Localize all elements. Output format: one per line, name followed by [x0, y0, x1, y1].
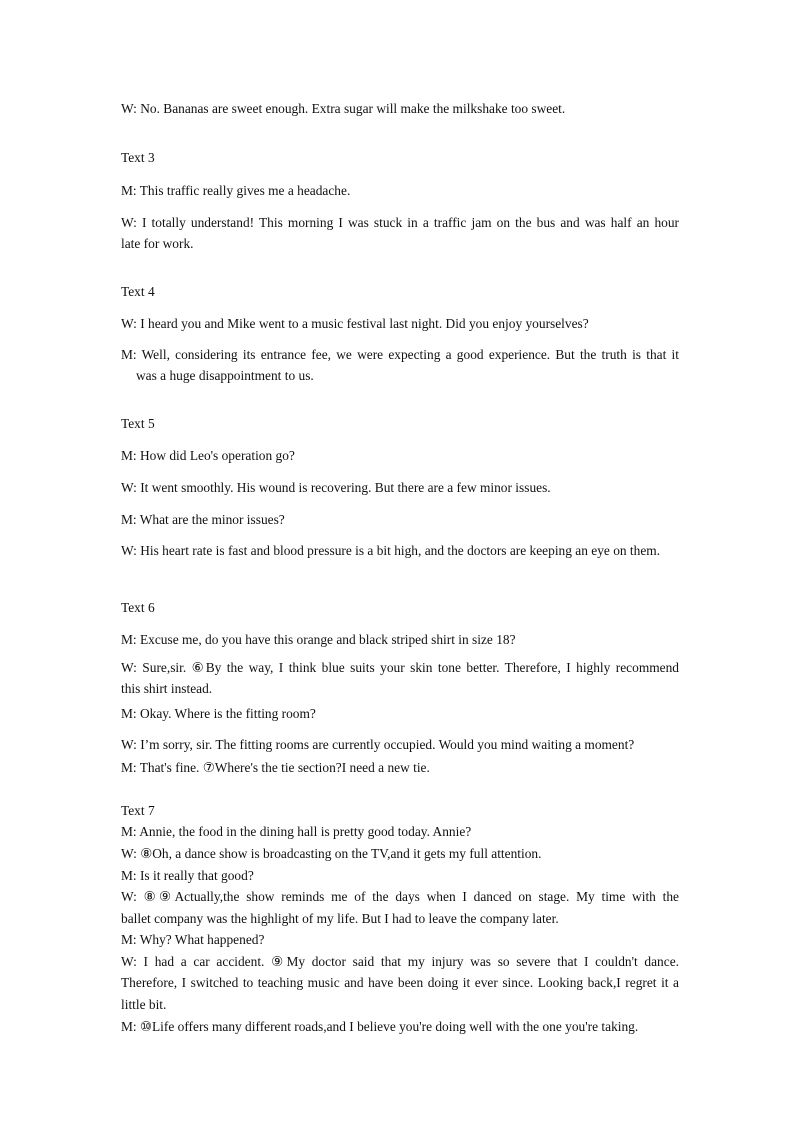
dialogue-line: W: His heart rate is fast and blood pressure is a bit high, and the doctors are keeping an eye on them.	[121, 543, 661, 558]
section-heading-text-7: Text 7	[121, 803, 155, 818]
section-heading-text-3: Text 3	[121, 150, 155, 165]
dialogue-line: M: How did Leo's operation go?	[121, 448, 295, 463]
dialogue-line: W: I had a car accident. ⑨My doctor said that my injury was so severe that I couldn't dance.	[121, 954, 679, 969]
dialogue-line: W: I totally understand! This morning I was stuck in a traffic jam on the bus and was half an hour	[121, 215, 679, 230]
dialogue-line: M: This traffic really gives me a headache.	[121, 183, 351, 198]
dialogue-line-continuation: this shirt instead.	[121, 681, 213, 696]
dialogue-line: W: ⑧⑨Actually,the show reminds me of the days when I danced on stage. My time with the	[121, 889, 679, 904]
dialogue-line: W: No. Bananas are sweet enough. Extra sugar will make the milkshake too sweet.	[121, 101, 566, 116]
dialogue-line-continuation: ballet company was the highlight of my life. But I had to leave the company later.	[121, 911, 559, 926]
dialogue-line: M: Is it really that good?	[121, 868, 254, 883]
dialogue-line-continuation: little bit.	[121, 997, 167, 1012]
dialogue-line: M: Annie, the food in the dining hall is pretty good today. Annie?	[121, 824, 472, 839]
section-heading-text-6: Text 6	[121, 600, 155, 615]
dialogue-line: W: I heard you and Mike went to a music festival last night. Did you enjoy yourselves?	[121, 316, 589, 331]
dialogue-line-continuation: late for work.	[121, 236, 194, 251]
dialogue-line: M: Well, considering its entrance fee, we were expecting a good experience. But the truth is that it	[121, 347, 679, 362]
section-heading-text-4: Text 4	[121, 284, 155, 299]
dialogue-line-continuation: was a huge disappointment to us.	[136, 368, 314, 383]
dialogue-line: M: That's fine. ⑦Where's the tie section?I need a new tie.	[121, 760, 430, 775]
dialogue-line: W: I’m sorry, sir. The fitting rooms are currently occupied. Would you mind waiting a moment?	[121, 737, 635, 752]
dialogue-line: M: Excuse me, do you have this orange and black striped shirt in size 18?	[121, 632, 516, 647]
dialogue-line: M: What are the minor issues?	[121, 512, 285, 527]
dialogue-line: W: ⑧Oh, a dance show is broadcasting on the TV,and it gets my full attention.	[121, 846, 542, 861]
dialogue-line: M: Okay. Where is the fitting room?	[121, 706, 316, 721]
section-heading-text-5: Text 5	[121, 416, 155, 431]
dialogue-line-continuation: Therefore, I switched to teaching music and have been doing it ever since. Looking back,I regret it a	[121, 975, 679, 990]
dialogue-line: W: It went smoothly. His wound is recovering. But there are a few minor issues.	[121, 480, 551, 495]
dialogue-line: M: ⑩Life offers many different roads,and I believe you're doing well with the one you're taking.	[121, 1019, 639, 1034]
dialogue-line: M: Why? What happened?	[121, 932, 265, 947]
dialogue-line: W: Sure,sir. ⑥By the way, I think blue suits your skin tone better. Therefore, I highly recommend	[121, 660, 679, 675]
